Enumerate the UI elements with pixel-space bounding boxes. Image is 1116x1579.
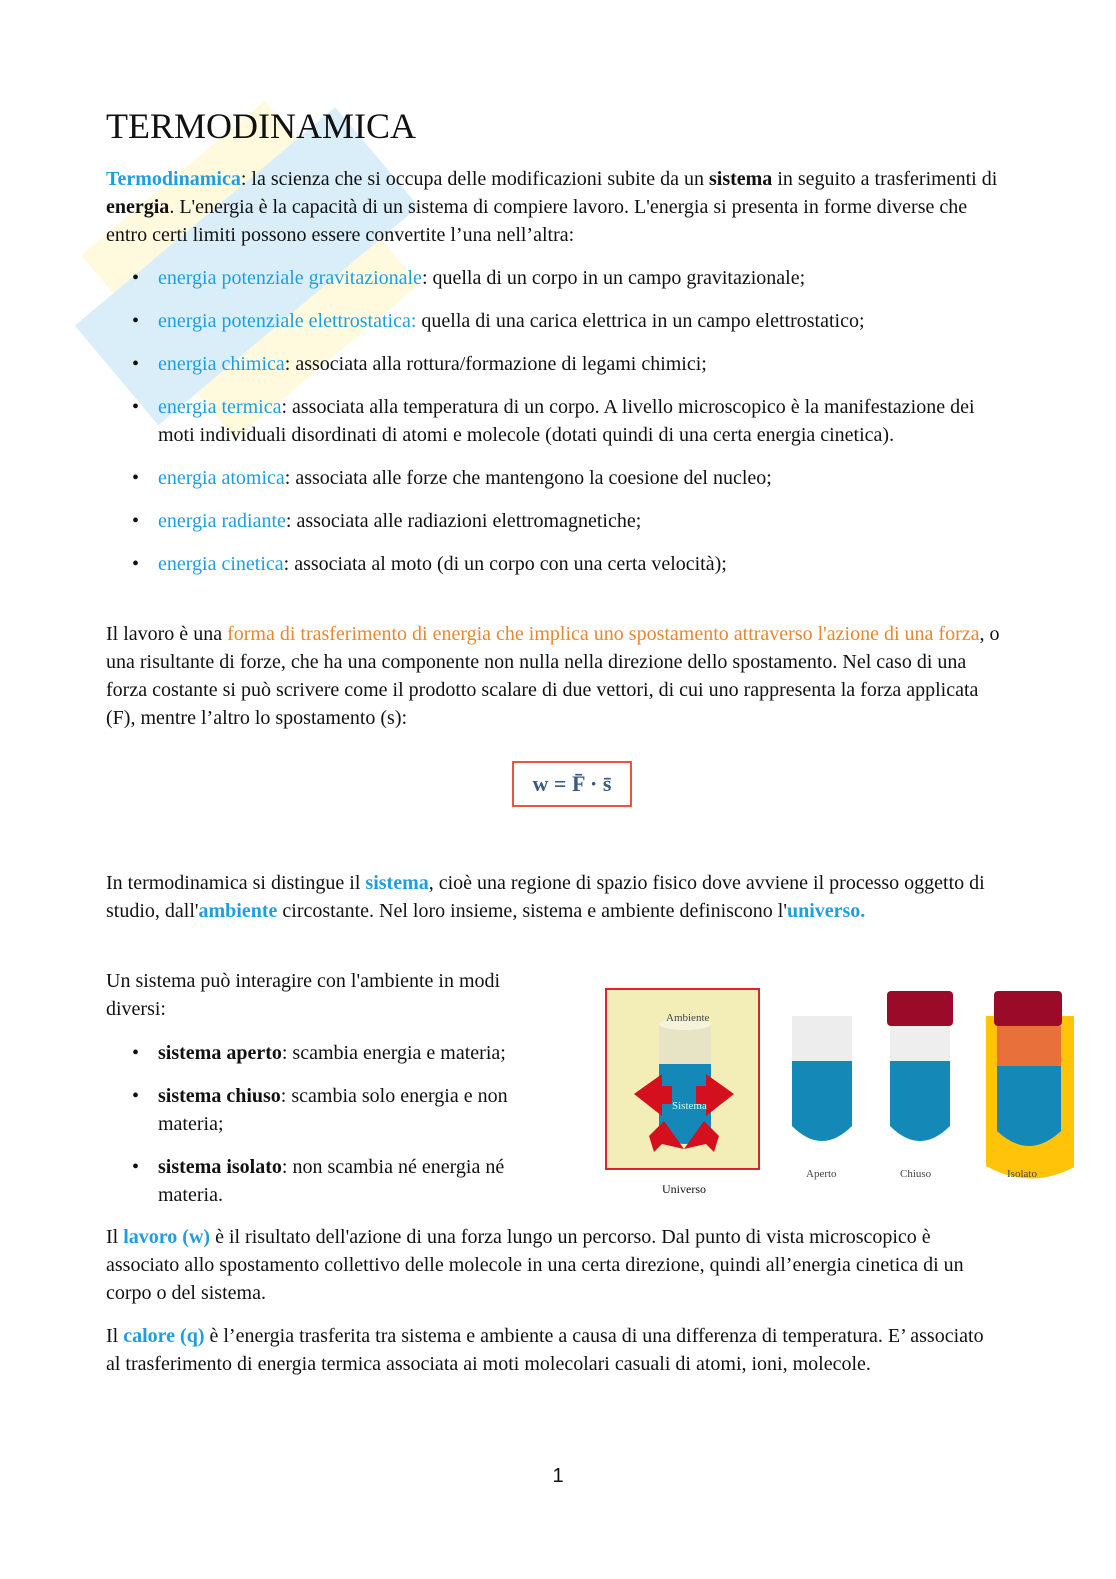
- label-aperto: Aperto: [806, 1168, 837, 1180]
- list-item: • sistema isolato: non scambia né energia né materia.: [106, 1153, 556, 1209]
- list-item: • energia cinetica: associata al moto (di un corpo con una certa velocità);: [106, 550, 1001, 578]
- work-formula-box: w = F̄ · s̄: [512, 761, 632, 807]
- list-item: • energia potenziale elettrostatica: quella di una carica elettrica in un campo elettrostatico;: [106, 307, 1001, 335]
- calore-paragraph: Il calore (q) è l’energia trasferita tra sistema e ambiente a causa di una differenza di temperatura. E’ associato al trasferimento di energia termica associata ai moti molecolari casuali di atomi, ioni, molecole.: [106, 1325, 984, 1375]
- label-universo: Universo: [662, 1182, 706, 1196]
- system-types-list: [106, 1039, 556, 1224]
- energy-list: [106, 264, 1001, 593]
- label-chiuso: Chiuso: [900, 1168, 932, 1180]
- sistema-paragraph: In termodinamica si distingue il sistema, cioè una regione di spazio fisico dove avviene il processo oggetto di studio, dall'ambiente circostante. Nel loro insieme, sistema e ambiente definiscono l'universo.: [106, 872, 985, 922]
- intro-paragraph: Termodinamica: la scienza che si occupa delle modificazioni subite da un sistema in seguito a trasferimenti di energia. L'energia è la capacità di un sistema di compiere lavoro. L'energia si presenta in forme diverse che entro certi limiti possono essere convertite l’una nell’altra:: [106, 168, 998, 246]
- system-types-figure: [604, 986, 1074, 1196]
- list-item: • energia termica: associata alla temperatura di un corpo. A livello microscopico è la manifestazione dei moti individuali disordinati di atomi e molecole (dotati quindi di una certa energia cinetica).: [106, 393, 1001, 449]
- list-item: • energia atomica: associata alle forze che mantengono la coesione del nucleo;: [106, 464, 1001, 492]
- list-item: • energia chimica: associata alla rottura/formazione di legami chimici;: [106, 350, 1001, 378]
- term-termodinamica: Termodinamica: [106, 168, 241, 190]
- lavoro-paragraph: Il lavoro (w) è il risultato dell'azione di una forza lungo un percorso. Dal punto di vista microscopico è associato allo spostamento collettivo delle molecole in una certa direzione, quindi all’energia cinetica di un corpo o del sistema.: [106, 1226, 964, 1304]
- label-sistema: Sistema: [672, 1100, 707, 1112]
- page-number: 1: [552, 1465, 564, 1487]
- modi-intro: Un sistema può interagire con l'ambiente in modi diversi:: [106, 970, 501, 1020]
- list-item: • energia radiante: associata alle radiazioni elettromagnetiche;: [106, 507, 1001, 535]
- list-item: • sistema chiuso: scambia solo energia e non materia;: [106, 1082, 556, 1138]
- list-item: • sistema aperto: scambia energia e materia;: [106, 1039, 556, 1067]
- list-item: • energia potenziale gravitazionale: quella di un corpo in un campo gravitazionale;: [106, 264, 1001, 292]
- lavoro-definition: Il lavoro è una forma di trasferimento di energia che implica uno spostamento attraverso l'azione di una forza, o una risultante di forze, che ha una componente non nulla nella direzione dello spostamento. Nel caso di una forza costante si può scrivere come il prodotto scalare di due vettori, di cui uno rappresenta la forza applicata (F), mentre l’altro lo spostamento (s):: [106, 623, 1000, 729]
- label-ambiente: Ambiente: [666, 1012, 710, 1024]
- label-isolato: Isolato: [1007, 1168, 1037, 1180]
- page-title: TERMODINAMICA: [106, 106, 416, 146]
